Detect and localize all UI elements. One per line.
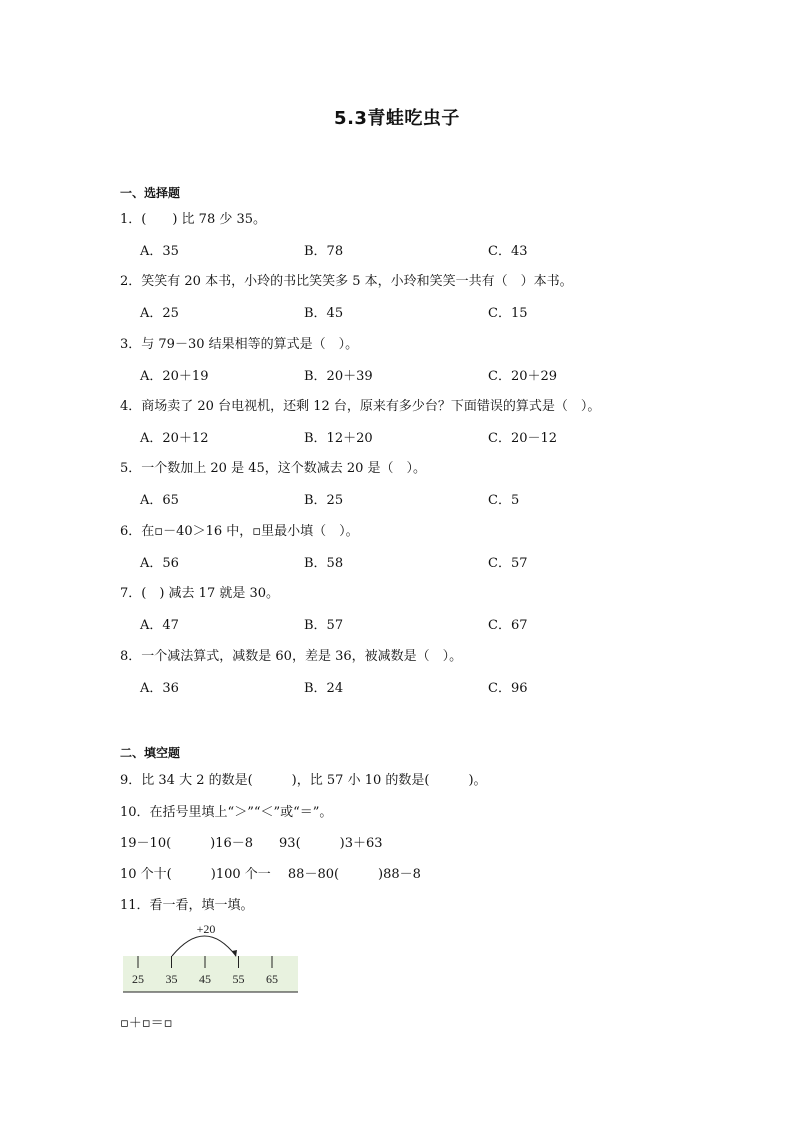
question-5: 5．一个数加上 20 是 45，这个数减去 20 是（ ）。 — [120, 461, 427, 476]
section-heading-choice: 一、选择题 — [120, 186, 181, 200]
q4-option-a: A．20＋12 — [140, 431, 209, 446]
question-3: 3．与 79－30 结果相等的算式是（ ）。 — [120, 337, 359, 352]
question-8: 8．一个减法算式，减数是 60，差是 36，被减数是（ ）。 — [120, 649, 463, 664]
tick-label: 35 — [165, 972, 178, 986]
q5-option-b: B．25 — [304, 493, 344, 508]
q2-option-a: A．25 — [140, 306, 179, 321]
question-6: 6．在▫－40＞16 中，▫里最小填（ ）。 — [120, 524, 359, 539]
section-heading-fill: 二、填空题 — [120, 746, 181, 760]
jump-arrowhead — [232, 950, 237, 957]
q2-option-c: C．15 — [488, 306, 528, 321]
question-1: 1．( ) 比 78 少 35。 — [120, 212, 267, 227]
q1-option-a: A．35 — [140, 244, 179, 259]
jump-label: +20 — [196, 922, 216, 936]
question-10-row-2: 10 个十( )100 个一 88－80( )88－8 — [120, 867, 421, 882]
q8-option-b: B．24 — [304, 681, 344, 696]
q3-option-b: B．20＋39 — [304, 369, 373, 384]
q5-option-c: C．5 — [488, 493, 520, 508]
page-title: 5.3青蛙吃虫子 — [334, 108, 460, 129]
q7-option-c: C．67 — [488, 618, 528, 633]
q4-option-b: B．12＋20 — [304, 431, 373, 446]
question-11: 11．看一看，填一填。 — [120, 898, 254, 913]
q3-option-c: C．20＋29 — [488, 369, 558, 384]
jump-arc — [172, 936, 236, 956]
question-7: 7．( ) 减去 17 就是 30。 — [120, 586, 280, 601]
q5-option-a: A．65 — [140, 493, 179, 508]
q6-option-b: B．58 — [304, 556, 344, 571]
q2-option-b: B．45 — [304, 306, 344, 321]
tick-label: 65 — [266, 972, 278, 986]
q4-option-c: C．20－12 — [488, 431, 558, 446]
q8-option-c: C．96 — [488, 681, 528, 696]
q3-option-a: A．20＋19 — [140, 369, 209, 384]
q7-option-b: B．57 — [304, 618, 344, 633]
number-line-figure — [120, 920, 310, 1000]
q6-option-a: A．56 — [140, 556, 179, 571]
blank-equation: ▫＋▫＝▫ — [120, 1016, 173, 1031]
tick-label: 45 — [199, 972, 211, 986]
tick-label: 55 — [232, 972, 245, 986]
q7-option-a: A．47 — [140, 618, 179, 633]
question-10: 10．在括号里填上“＞”“＜”或“＝”。 — [120, 805, 333, 820]
q1-option-c: C．43 — [488, 244, 528, 259]
question-2: 2．笑笑有 20 本书，小玲的书比笑笑多 5 本，小玲和笑笑一共有（ ）本书。 — [120, 274, 573, 289]
question-10-row-1: 19－10( )16－8 93( )3＋63 — [120, 836, 383, 851]
tick-label: 25 — [132, 972, 144, 986]
q6-option-c: C．57 — [488, 556, 528, 571]
question-9: 9．比 34 大 2 的数是( )，比 57 小 10 的数是( )。 — [120, 773, 487, 788]
question-4: 4．商场卖了 20 台电视机，还剩 12 台，原来有多少台？下面错误的算式是（ ）。 — [120, 399, 601, 414]
q1-option-b: B．78 — [304, 244, 344, 259]
q8-option-a: A．36 — [140, 681, 179, 696]
